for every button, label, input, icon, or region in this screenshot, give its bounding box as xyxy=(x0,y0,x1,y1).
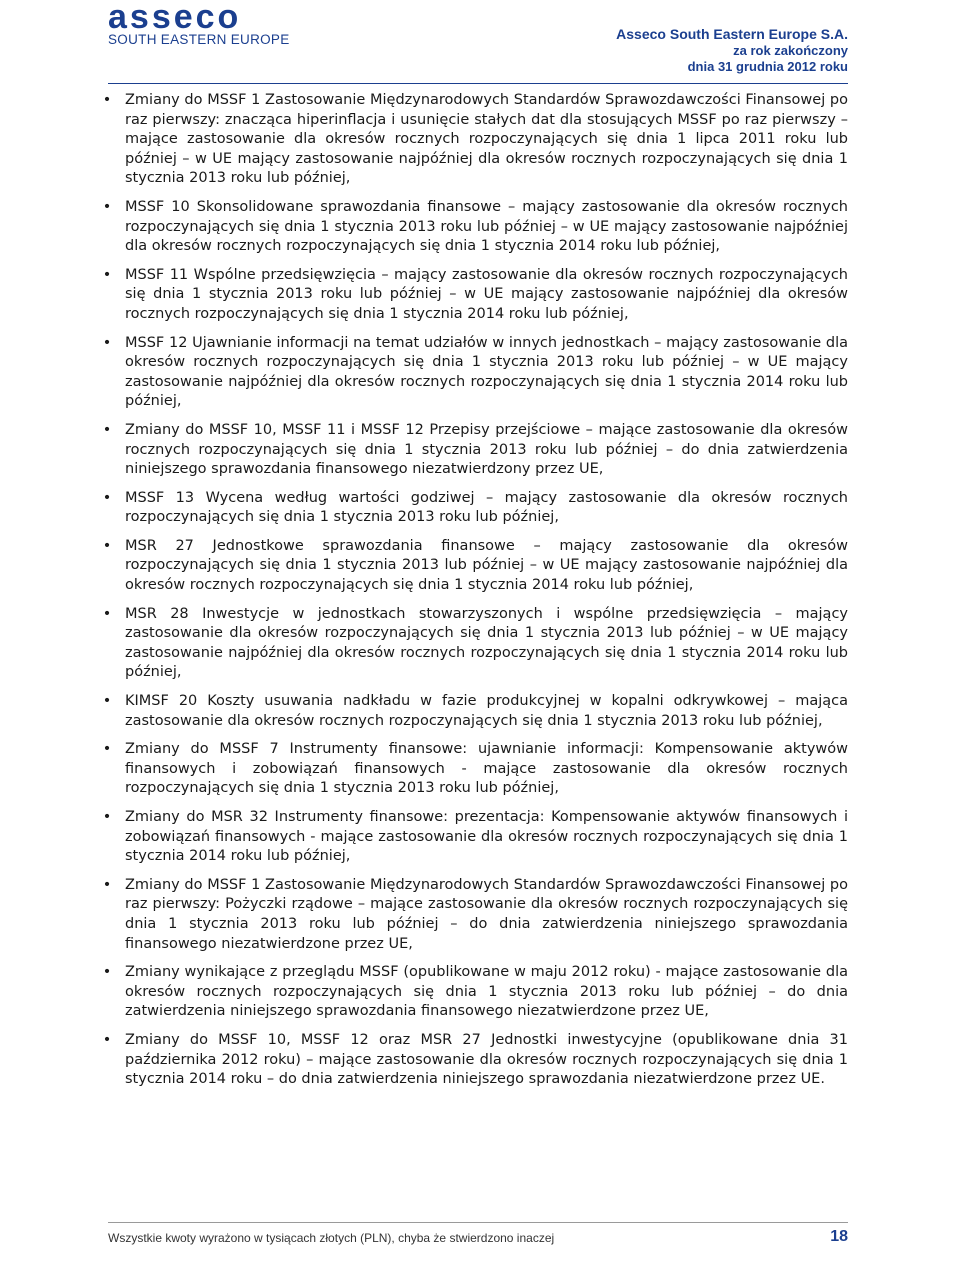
list-item xyxy=(92,740,848,799)
list-item xyxy=(92,421,848,480)
bullet-icon: • xyxy=(102,876,112,893)
period-line-2: dnia 31 grudnia 2012 roku xyxy=(687,59,848,74)
bullet-icon: • xyxy=(102,537,112,554)
bullet-icon: • xyxy=(102,489,112,506)
list-item-text: Zmiany do MSR 32 Instrumenty finansowe: prezentacja: Kompensowanie aktywów finansowych i zobowiązań finansowych - mające zastosowanie dla okresów rocznych rozpoczynających się dnia 1 stycznia 2014 roku lub później, xyxy=(125,809,848,865)
list-item xyxy=(92,808,848,867)
list-item xyxy=(92,963,848,1022)
footer-divider xyxy=(108,1222,848,1223)
list-item xyxy=(92,334,848,412)
list-item xyxy=(92,537,848,596)
list-item-text: Zmiany do MSSF 7 Instrumenty finansowe: ujawnianie informacji: Kompensowanie aktywów finansowych i zobowiązań finansowych - mające zastosowanie dla okresów rocznych rozpoczynających się dnia 1 stycznia 2013 roku lub później, xyxy=(125,741,848,797)
bullet-icon: • xyxy=(102,421,112,438)
company-name: Asseco South Eastern Europe S.A. xyxy=(616,26,848,42)
bullet-icon: • xyxy=(102,1031,112,1048)
list-item xyxy=(92,91,848,189)
list-item-text: MSR 27 Jednostkowe sprawozdania finansowe – mający zastosowanie dla okresów rozpoczynających się dnia 1 stycznia 2013 lub później – w UE mający zastosowanie najpóźniej dla okresów rocznych rozpoczynających się dnia 1 stycznia 2014 roku lub później, xyxy=(125,537,848,594)
bullet-icon: • xyxy=(102,809,112,825)
list-item xyxy=(92,266,848,325)
logo-wordmark: asseco xyxy=(108,0,242,36)
list-item xyxy=(92,1031,848,1090)
list-item-text: MSSF 11 Wspólne przedsięwzięcia – mający zastosowanie dla okresów rocznych rozpoczynających się dnia 1 stycznia 2013 roku lub później – w UE mający zastosowanie najpóźniej dla okresów rocznych rozpoczynających się dnia 1 stycznia 2014 roku lub później, xyxy=(125,266,848,322)
bullet-icon: • xyxy=(102,741,112,758)
list-item-text: Zmiany do MSSF 1 Zastosowanie Międzynarodowych Standardów Sprawozdawczości Finansowej po raz pierwszy: znacząca hiperinflacja i usunięcie stałych dat dla stosujących MSSF po raz pierwszy – mające zastosowanie dla okresów rocznych rozpoczynających się dnia 1 lipca 2011 roku lub później – w UE mający zastosowanie najpóźniej dla okresów rocznych rozpoczynających się dnia 1 stycznia 2013 roku lub później, xyxy=(125,92,848,187)
bullet-icon: • xyxy=(102,693,112,710)
asseco-logo xyxy=(108,2,318,48)
list-item-text: MSSF 10 Skonsolidowane sprawozdania finansowe – mający zastosowanie dla okresów rocznych rozpoczynających się dnia 1 stycznia 2013 roku lub później – w UE mający zastosowanie najpóźniej dla okresów rocznych rozpoczynających się dnia 1 stycznia 2014 roku lub później, xyxy=(125,198,848,255)
list-item xyxy=(92,605,848,683)
period-line-1: za rok zakończony xyxy=(733,43,848,58)
bullet-icon: • xyxy=(102,964,112,981)
bullet-icon: • xyxy=(102,198,112,215)
list-item xyxy=(92,198,848,257)
list-item-text: KIMSF 20 Koszty usuwania nadkładu w fazie produkcyjnej w kopalni odkrywkowej – mająca zastosowanie dla okresów rocznych rozpoczynających się dnia 1 stycznia 2013 roku lub później, xyxy=(125,693,848,729)
document-body xyxy=(92,91,848,1099)
list-item-text: MSSF 12 Ujawnianie informacji na temat udziałów w innych jednostkach – mający zastosowanie dla okresów rocznych rozpoczynających się dnia 1 stycznia 2013 roku lub później – w UE mający zastosowanie najpóźniej dla okresów rocznych rozpoczynających się dnia 1 stycznia 2014 roku lub później, xyxy=(125,334,848,410)
page-header xyxy=(0,0,960,84)
list-item-text: Zmiany do MSSF 10, MSSF 11 i MSSF 12 Przepisy przejściowe – mające zastosowanie dla okresów rocznych rozpoczynających się dnia 1 stycznia 2013 roku lub później – do dnia zatwierdzenia niniejszego sprawozdania finansowego niezatwierdzony przez UE, xyxy=(125,421,848,478)
bullet-icon: • xyxy=(102,266,112,283)
footer-note: Wszystkie kwoty wyrażono w tysiącach złotych (PLN), chyba że stwierdzono inaczej xyxy=(108,1231,555,1245)
bullet-icon: • xyxy=(102,92,112,108)
list-item xyxy=(92,489,848,528)
page-number: 18 xyxy=(830,1228,848,1245)
list-item xyxy=(92,692,848,731)
logo-subtitle: SOUTH EASTERN EUROPE xyxy=(108,32,290,47)
bullet-icon: • xyxy=(102,605,112,622)
list-item xyxy=(92,876,848,954)
list-item-text: MSR 28 Inwestycje w jednostkach stowarzyszonych i wspólne przedsięwzięcia – mający zastosowanie dla okresów rozpoczynających się dnia 1 stycznia 2013 lub później – w UE mający zastosowanie najpóźniej dla okresów rocznych rozpoczynających się dnia 1 stycznia 2014 roku lub później, xyxy=(125,605,848,681)
list-item-text: Zmiany wynikające z przeglądu MSSF (opublikowane w maju 2012 roku) - mające zastosowanie dla okresów rocznych rozpoczynających się dnia 1 stycznia 2013 roku lub później – do dnia zatwierdzenia niniejszego sprawozdania finansowego niezatwierdzone przez UE, xyxy=(125,964,848,1020)
bullet-icon: • xyxy=(102,334,112,351)
list-item-text: MSSF 13 Wycena według wartości godziwej – mający zastosowanie dla okresów rocznych rozpoczynających się dnia 1 stycznia 2013 roku lub później, xyxy=(125,489,848,526)
standards-list xyxy=(92,91,848,1090)
list-item-text: Zmiany do MSSF 10, MSSF 12 oraz MSR 27 Jednostki inwestycyjne (opublikowane dnia 31 października 2012 roku) – mające zastosowanie dla okresów rocznych rozpoczynających się dnia 1 stycznia 2014 roku – do dnia zatwierdzenia niniejszego sprawozdania niezatwierdzone przez UE. xyxy=(125,1031,848,1088)
header-divider xyxy=(108,83,848,84)
company-block xyxy=(616,26,848,75)
list-item-text: Zmiany do MSSF 1 Zastosowanie Międzynarodowych Standardów Sprawozdawczości Finansowej po raz pierwszy: Pożyczki rządowe – mające zastosowanie dla okresów rocznych rozpoczynających się dnia 1 stycznia 2013 roku lub później – do dnia zatwierdzenia niniejszego sprawozdania finansowego niezatwierdzone przez UE, xyxy=(125,876,848,952)
